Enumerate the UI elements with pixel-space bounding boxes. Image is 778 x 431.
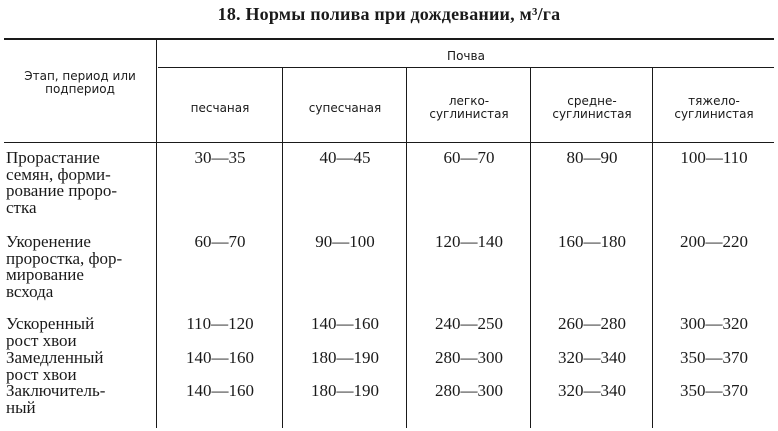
norm-value-cell: 140—160 xyxy=(186,348,254,367)
norm-value-cell: 60—70 xyxy=(194,232,246,251)
soil-header-1: песчаная xyxy=(190,100,250,115)
norm-value-cell: 320—340 xyxy=(558,381,626,400)
table-top-rule xyxy=(4,38,774,40)
norm-value-cell: 300—320 xyxy=(680,314,748,333)
norm-value-cell: 60—70 xyxy=(443,148,495,167)
norm-value-cell: 40—45 xyxy=(319,148,371,167)
norm-value-cell: 350—370 xyxy=(680,381,748,400)
stage-name: Замедленный рост хвои xyxy=(6,348,104,384)
stage-name: Прорастание семян, форми- рование проро- стка xyxy=(6,148,118,217)
norm-value-cell: 320—340 xyxy=(558,348,626,367)
norm-value-cell: 110—120 xyxy=(186,314,254,333)
norm-value-cell: 160—180 xyxy=(558,232,626,251)
norm-value-cell: 80—90 xyxy=(566,148,618,167)
norm-value-cell: 140—160 xyxy=(186,381,254,400)
table-row xyxy=(4,350,774,383)
norm-value-cell: 180—190 xyxy=(311,348,379,367)
soil-header-4: средне- суглинистая xyxy=(552,94,632,121)
table-row xyxy=(4,234,774,316)
table-row xyxy=(4,383,774,417)
soil-group-header: Почва xyxy=(447,49,485,63)
table-title: 18. Нормы полива при дождевании, м³/га xyxy=(217,4,561,24)
soil-header-5: тяжело- суглинистая xyxy=(674,94,754,121)
soil-header-3: легко- суглинистая xyxy=(429,94,509,121)
norm-value-cell: 90—100 xyxy=(315,232,375,251)
norm-value-cell: 180—190 xyxy=(311,381,379,400)
soil-group-rule xyxy=(158,67,774,68)
norm-value-cell: 100—110 xyxy=(680,148,748,167)
norm-value-cell: 280—300 xyxy=(435,348,503,367)
stage-name: Заключитель- ный xyxy=(6,381,106,417)
stage-name: Ускоренный рост хвои xyxy=(6,314,95,350)
norm-value-cell: 140—160 xyxy=(311,314,379,333)
norm-value-cell: 350—370 xyxy=(680,348,748,367)
table-row xyxy=(4,316,774,350)
table-row xyxy=(4,150,774,234)
header-bottom-rule xyxy=(4,142,774,143)
norm-value-cell: 120—140 xyxy=(435,232,503,251)
stage-name: Укоренение проростка, фор- мирование всхода xyxy=(6,232,123,301)
norm-value-cell: 200—220 xyxy=(680,232,748,251)
norm-value-cell: 30—35 xyxy=(194,148,246,167)
soil-header-2: супесчаная xyxy=(308,100,382,115)
norm-value-cell: 260—280 xyxy=(558,314,626,333)
table-body xyxy=(4,150,774,417)
norm-value-cell: 280—300 xyxy=(435,381,503,400)
norm-value-cell: 240—250 xyxy=(435,314,503,333)
stage-column-header: Этап, период или подпериод xyxy=(24,69,136,96)
